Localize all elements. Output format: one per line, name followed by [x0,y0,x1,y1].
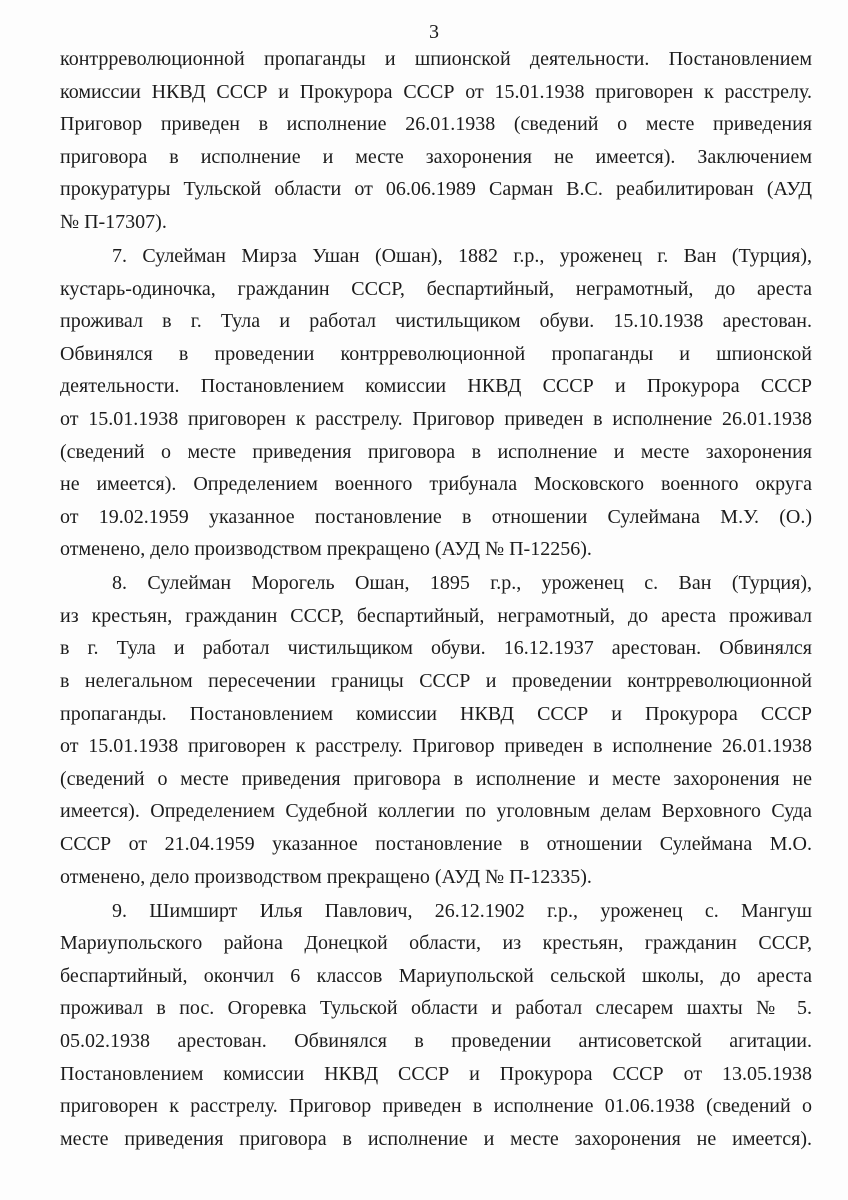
text-line: Приговор приведен в исполнение 26.01.1938 (сведений о месте приведения [60,113,812,136]
text-line: приговора в исполнение и месте захоронения не имеется). Заключением [60,145,812,168]
page-number: 3 [429,21,439,43]
text-line: отменено, дело производством прекращено (АУД № П-12256). [60,538,592,561]
text-line: 9. Шимширт Илья Павлович, 26.12.1902 г.р., уроженец с. Мангуш [112,899,812,922]
text-line: пропаганды. Постановлением комиссии НКВД СССР и Прокурора СССР [60,702,812,725]
text-line: (сведений о месте приведения приговора в исполнение и месте захоронения не [60,767,812,790]
text-line: Постановлением комиссии НКВД СССР и Прокурора СССР от 13.05.1938 [60,1062,812,1085]
text-line: проживал в г. Тула и работал чистильщиком обуви. 15.10.1938 арестован. [60,310,812,333]
paragraph-item-8 [60,567,812,893]
text-line: контрреволюционной пропаганды и шпионской деятельности. Постановлением [60,48,812,70]
document-body [60,43,812,1157]
text-line: Обвинялся в проведении контрреволюционной пропаганды и шпионской [60,342,812,365]
text-line: № П-17307). [60,210,167,233]
text-line: в нелегальном пересечении границы СССР и проведении контрреволюционной [60,670,812,693]
paragraph-item-9 [60,895,812,1156]
paragraph-item-7 [60,240,812,566]
text-line: комиссии НКВД СССР и Прокурора СССР от 15.01.1938 приговорен к расстрелу. [60,80,812,103]
paragraph-continuation [60,43,812,239]
text-line: Мариупольского района Донецкой области, из крестьян, гражданин СССР, [60,932,812,955]
text-line: имеется). Определением Судебной коллегии по уголовным делам Верховного Суда [60,800,812,823]
text-line: 05.02.1938 арестован. Обвинялся в проведении антисоветской агитации. [60,1029,812,1052]
text-line: (сведений о месте приведения приговора в исполнение и месте захоронения [60,440,812,463]
text-line: кустарь-одиночка, гражданин СССР, беспартийный, неграмотный, до ареста [60,277,812,300]
text-line: 8. Сулейман Морогель Ошан, 1895 г.р., уроженец с. Ван (Турция), [112,572,812,595]
text-line: из крестьян, гражданин СССР, беспартийный, неграмотный, до ареста проживал [60,604,812,627]
text-line: от 15.01.1938 приговорен к расстрелу. Приговор приведен в исполнение 26.01.1938 [60,407,812,430]
text-line: деятельности. Постановлением комиссии НКВД СССР и Прокурора СССР [60,375,812,398]
text-line: беспартийный, окончил 6 классов Мариупольской сельской школы, до ареста [60,964,812,987]
text-line: прокуратуры Тульской области от 06.06.1989 Сарман В.С. реабилитирован (АУД [60,178,812,201]
text-line: от 15.01.1938 приговорен к расстрелу. Приговор приведен в исполнение 26.01.1938 [60,735,812,758]
text-line: в г. Тула и работал чистильщиком обуви. 16.12.1937 арестован. Обвинялся [60,637,812,660]
text-line: 7. Сулейман Мирза Ушан (Ошан), 1882 г.р., уроженец г. Ван (Турция), [112,244,812,267]
text-line: месте приведения приговора в исполнение и месте захоронения не имеется). [60,1127,812,1150]
text-line: от 19.02.1959 указанное постановление в отношении Сулеймана М.У. (О.) [60,505,812,528]
text-line: проживал в пос. Огоревка Тульской области и работал слесарем шахты № 5. [60,997,812,1020]
text-line: отменено, дело производством прекращено (АУД № П-12335). [60,865,592,888]
text-line: не имеется). Определением военного трибунала Московского военного округа [60,473,812,496]
text-line: СССР от 21.04.1959 указанное постановление в отношении Сулеймана М.О. [60,833,812,856]
text-line: приговорен к расстрелу. Приговор приведен в исполнение 01.06.1938 (сведений о [60,1095,812,1118]
